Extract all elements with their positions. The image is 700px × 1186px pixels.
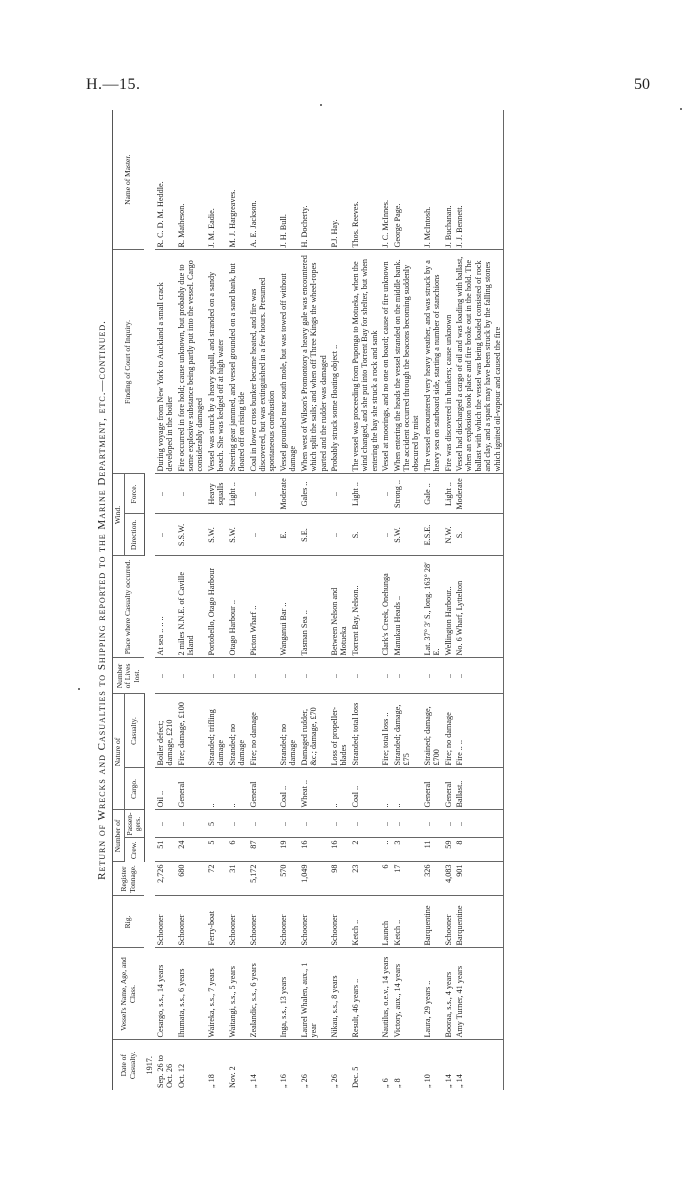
cell-rig: Schooner bbox=[227, 896, 248, 948]
cell-cargo: Coal .. bbox=[278, 768, 299, 810]
table-row bbox=[176, 110, 206, 1090]
cell-cargo: General bbox=[176, 768, 206, 810]
cell-force: .. bbox=[380, 474, 391, 514]
cell-lives-lost: .. bbox=[206, 658, 227, 694]
speck-mark bbox=[320, 104, 322, 106]
cell-passengers: .. bbox=[422, 810, 443, 838]
cell-casualty: Damaged rudder, &c.; damage, £70 bbox=[299, 694, 329, 768]
speck-mark bbox=[680, 108, 682, 110]
cell-place: At sea .. .. .. bbox=[155, 556, 176, 658]
cell-cargo: .. bbox=[392, 768, 422, 810]
cell-place: Picton Wharf .. bbox=[248, 556, 278, 658]
cell-place: Otago Harbour .. bbox=[227, 556, 248, 658]
cell-force: Gale .. bbox=[422, 474, 443, 514]
table-row bbox=[299, 110, 329, 1090]
cell-tonnage: 326 bbox=[422, 862, 443, 896]
cell-vessel: Nikau, s.s., 8 years bbox=[329, 948, 350, 1040]
col-header-crew: Crew. bbox=[124, 838, 144, 862]
cell-tonnage: 680 bbox=[176, 862, 206, 896]
table-body bbox=[144, 110, 503, 1090]
cell-direction: S.E. bbox=[299, 514, 329, 556]
cell-crew: 5 bbox=[206, 838, 227, 862]
cell-rig: Barquentine bbox=[422, 896, 443, 948]
cell-cargo: Ballast.. bbox=[454, 768, 504, 810]
cell-casualty: Stranded; damage, £75 bbox=[392, 694, 422, 768]
cell-place: Tasman Sea .. bbox=[299, 556, 329, 658]
page-number: 50 bbox=[634, 76, 650, 93]
cell-crew: 59 bbox=[443, 838, 454, 862]
cell-vessel: Waireka, s.s., 7 years bbox=[206, 948, 227, 1040]
cell-date: „ 14 bbox=[443, 1074, 453, 1088]
cell-direction: .. bbox=[248, 514, 278, 556]
cell-direction: E.S.E. bbox=[422, 514, 443, 556]
cell-lives-lost: .. bbox=[299, 658, 329, 694]
cell-cargo: Oil .. bbox=[155, 768, 176, 810]
cell-lives-lost: .. bbox=[248, 658, 278, 694]
cell-rig: Schooner bbox=[176, 896, 206, 948]
cell-force: Gales .. bbox=[299, 474, 329, 514]
cell-vessel: Zealandic, s.s., 6 years bbox=[248, 948, 278, 1040]
col-header-date: Date of Casualty. bbox=[113, 1040, 145, 1090]
col-header-rig: Rig. bbox=[113, 896, 145, 948]
cell-force: Light .. bbox=[443, 474, 454, 514]
cell-place: Manukau Heads .. bbox=[392, 556, 422, 658]
cell-place: 2 miles N.N.E. of Caville Island bbox=[176, 556, 206, 658]
page-identifier: H.—15. bbox=[86, 76, 141, 93]
cell-crew: 11 bbox=[422, 838, 443, 862]
cell-crew: 24 bbox=[176, 838, 206, 862]
cell-finding: Steering gear jammed, and vessel grounded on a sand bank, but floated off on rising tide bbox=[227, 250, 248, 474]
year-row bbox=[144, 110, 154, 1090]
table-row bbox=[454, 110, 504, 1090]
cell-vessel: Cesargo, s.s., 14 years bbox=[155, 948, 176, 1040]
cell-master: George Page. bbox=[392, 110, 422, 250]
table-row bbox=[329, 110, 350, 1090]
cell-force: Moderate bbox=[454, 474, 504, 514]
cell-crew: 51 bbox=[155, 838, 176, 862]
cell-place: No. 6 Wharf, Lyttelton bbox=[454, 556, 504, 658]
cell-direction: S.W. bbox=[392, 514, 422, 556]
cell-casualty: Stranded; no damage bbox=[227, 694, 248, 768]
cell-cargo: General bbox=[443, 768, 454, 810]
cell-tonnage: 98 bbox=[329, 862, 350, 896]
cell-date: „ 14 bbox=[454, 1040, 504, 1090]
cell-lives-lost: .. bbox=[155, 658, 176, 694]
col-header-direction: Direction. bbox=[124, 514, 144, 556]
cell-place: Lat. 37° 3′ S., long. 163° 28′ E. bbox=[422, 556, 443, 658]
cell-direction: E. bbox=[278, 514, 299, 556]
cell-passengers: .. bbox=[329, 810, 350, 838]
cell-finding: Vessel had discharged a cargo of oil and was loading with ballast, when an explosion took place and fire broke out in the hold. The ballast with which the vessel was being loaded consisted of rock and clay, and a spark may have been struck by the falling stones which ignited oil-vapour and caused the fire bbox=[454, 250, 504, 474]
cell-date: „ 8 bbox=[392, 1078, 402, 1088]
cell-crew: 8 bbox=[454, 838, 504, 862]
cell-crew: 16 bbox=[299, 838, 329, 862]
cell-vessel: Waitangi, s.s., 5 years bbox=[227, 948, 248, 1040]
cell-crew: .. bbox=[380, 838, 391, 862]
cell-vessel: Amy Turner, 41 years bbox=[454, 948, 504, 1040]
cell-cargo: General bbox=[422, 768, 443, 810]
cell-passengers: .. bbox=[227, 810, 248, 838]
cell-lives-lost: .. bbox=[380, 658, 391, 694]
cell-master: J. M. Eadie. bbox=[206, 110, 227, 250]
cell-lives-lost: .. bbox=[227, 658, 248, 694]
cell-finding: Vessel at moorings, and no one on board; cause of fire unknown bbox=[380, 250, 391, 474]
cell-direction: .. bbox=[380, 514, 391, 556]
table-row bbox=[422, 110, 443, 1090]
table-row bbox=[248, 110, 278, 1090]
cell-place: Clark's Creek, Onehunga bbox=[380, 556, 391, 658]
cell-place: Torrent Bay, Nelson.. bbox=[350, 556, 380, 658]
cell-passengers: 5 bbox=[206, 810, 227, 838]
cell-date: „ 16 bbox=[278, 1074, 288, 1088]
cell-force: Light .. bbox=[227, 474, 248, 514]
cell-direction: S.W. bbox=[227, 514, 248, 556]
cell-date: „ 18 bbox=[206, 1074, 216, 1088]
cell-date: „ 14 bbox=[248, 1074, 258, 1088]
col-header-passengers: Passen-gers. bbox=[124, 810, 144, 838]
cell-direction: N.W. bbox=[443, 514, 454, 556]
cell-crew: 2 bbox=[350, 838, 380, 862]
cell-finding: When entering the heads the vessel stranded on the middle bank. The accident occurred through the beacons becoming suddenly obscured by mist bbox=[392, 250, 422, 474]
cell-lives-lost: .. bbox=[329, 658, 350, 694]
cell-tonnage: 2,726 bbox=[155, 862, 176, 896]
cell-place: Between Nelson and Motueka bbox=[329, 556, 350, 658]
cell-passengers: .. bbox=[392, 810, 422, 838]
cell-force: .. bbox=[329, 474, 350, 514]
cell-direction: S.S.W. bbox=[176, 514, 206, 556]
group-header-nature-of: Nature of bbox=[113, 694, 125, 810]
cell-cargo: .. bbox=[227, 768, 248, 810]
cell-lives-lost: .. bbox=[454, 658, 504, 694]
cell-finding: When west of Wilson's Promontory a heavy gale was encountered which split the sails; and when off Three Kings the wheel-ropes parted and the rudder was damaged bbox=[299, 250, 329, 474]
cell-finding: During voyage from New York to Auckland a small crack developed in the boiler bbox=[155, 250, 176, 474]
col-header-force: Force. bbox=[124, 474, 144, 514]
cell-force: Strong .. bbox=[392, 474, 422, 514]
cell-place: Wanganui Bar .. bbox=[278, 556, 299, 658]
cell-casualty: Loss of propeller-blades bbox=[329, 694, 350, 768]
cell-vessel: Laura, 29 years .. bbox=[422, 948, 443, 1040]
cell-lives-lost: .. bbox=[350, 658, 380, 694]
cell-tonnage: 17 bbox=[392, 862, 422, 896]
cell-rig: Ketch .. bbox=[392, 896, 422, 948]
cell-date: Oct. 12 bbox=[176, 1063, 186, 1088]
cell-finding: The vessel encountered very heavy weather, and was struck by a heavy sea on starboard side, starting a number of stanchions bbox=[422, 250, 443, 474]
cell-rig: Ketch .. bbox=[350, 896, 380, 948]
cell-crew: 16 bbox=[329, 838, 350, 862]
cell-date: Dec. 5 bbox=[350, 1066, 360, 1088]
cell-crew: 19 bbox=[278, 838, 299, 862]
cell-lives-lost: .. bbox=[278, 658, 299, 694]
cell-date: Nov. 2 bbox=[227, 1066, 237, 1088]
cell-cargo: .. bbox=[380, 768, 391, 810]
cell-casualty: Fire; total loss .. bbox=[380, 694, 391, 768]
cell-direction: S. bbox=[350, 514, 380, 556]
cell-passengers: .. bbox=[350, 810, 380, 838]
cell-passengers: .. bbox=[443, 810, 454, 838]
cell-date: „ 6 bbox=[381, 1078, 391, 1088]
casualty-table bbox=[112, 110, 504, 1090]
cell-casualty: Stranded; no damage bbox=[278, 694, 299, 768]
cell-direction: .. bbox=[329, 514, 350, 556]
cell-force: Heavy squalls bbox=[206, 474, 227, 514]
cell-date: „ 26 bbox=[299, 1074, 309, 1088]
cell-casualty: Stranded; total loss bbox=[350, 694, 380, 768]
group-header-wind: Wind. bbox=[113, 474, 125, 556]
speck-mark bbox=[78, 688, 80, 690]
cell-master: H. Docherty. bbox=[299, 110, 329, 250]
cell-cargo: Coal .. bbox=[350, 768, 380, 810]
cell-tonnage: 1,049 bbox=[299, 862, 329, 896]
cell-passengers: .. bbox=[155, 810, 176, 838]
cell-master: R. C. D. M. Heddle. bbox=[155, 110, 176, 250]
cell-date: Sep. 26 to Oct. 26 bbox=[155, 1055, 175, 1088]
cell-vessel: Ihumata, s.s., 6 years bbox=[176, 948, 206, 1040]
cell-casualty: Stranded; trifling damage bbox=[206, 694, 227, 768]
cell-passengers: .. bbox=[380, 810, 391, 838]
col-header-finding: Finding of Court of Inquiry. bbox=[113, 250, 145, 474]
cell-tonnage: 72 bbox=[206, 862, 227, 896]
cell-force: .. bbox=[176, 474, 206, 514]
cell-direction: S.W. bbox=[206, 514, 227, 556]
col-header-tonnage: Register Tonnage. bbox=[113, 862, 145, 896]
cell-cargo: .. bbox=[329, 768, 350, 810]
col-header-vessel: Vessel's Name, Age, and Class. bbox=[113, 948, 145, 1040]
cell-casualty: Strained; damage, £700 bbox=[422, 694, 443, 768]
cell-passengers: .. bbox=[176, 810, 206, 838]
cell-force: .. bbox=[155, 474, 176, 514]
cell-finding: Probably struck some floating object .. bbox=[329, 250, 350, 474]
cell-force: Moderate bbox=[278, 474, 299, 514]
col-header-lives-lost: Number of Lives lost. bbox=[113, 658, 145, 694]
cell-master: A. E. Jackson. bbox=[248, 110, 278, 250]
table-row bbox=[155, 110, 176, 1090]
cell-master: P.J. Hay. bbox=[329, 110, 350, 250]
cell-rig: Schooner bbox=[155, 896, 176, 948]
cell-tonnage: 5,172 bbox=[248, 862, 278, 896]
table-row bbox=[206, 110, 227, 1090]
rotated-table-block bbox=[96, 110, 606, 1090]
cell-rig: Schooner bbox=[278, 896, 299, 948]
table-row bbox=[278, 110, 299, 1090]
cell-rig: Schooner bbox=[299, 896, 329, 948]
cell-master: Thos. Reeves. bbox=[350, 110, 380, 250]
cell-vessel: Victory, aux., 14 years bbox=[392, 948, 422, 1040]
cell-direction: S. bbox=[454, 514, 504, 556]
cell-cargo: Wheat .. bbox=[299, 768, 329, 810]
cell-rig: Schooner bbox=[329, 896, 350, 948]
cell-finding: The vessel was proceeding from Puponga to Motueka, when the wind changed, and she put into Torrent Bay for shelter, but when entering the bay she struck a rock and sank bbox=[350, 250, 380, 474]
cell-crew: 87 bbox=[248, 838, 278, 862]
cell-casualty: Boiler defect; damage, £210 bbox=[155, 694, 176, 768]
cell-date: „ 26 bbox=[329, 1074, 339, 1088]
table-row bbox=[392, 110, 422, 1090]
table-row bbox=[443, 110, 454, 1090]
cell-force: Light .. bbox=[350, 474, 380, 514]
cell-tonnage: 6 bbox=[380, 862, 391, 896]
col-header-master: Name of Master. bbox=[113, 110, 145, 250]
cell-master: J. H. Bull. bbox=[278, 110, 299, 250]
col-header-cargo: Cargo. bbox=[124, 768, 144, 810]
cell-vessel: Nautilus, o.e.v., 14 years bbox=[380, 948, 391, 1040]
cell-direction: .. bbox=[155, 514, 176, 556]
cell-crew: 3 bbox=[392, 838, 422, 862]
cell-finding: Fire was discovered in bunkers; cause unknown bbox=[443, 250, 454, 474]
cell-vessel: Laurel Whalen, aux., 1 year bbox=[299, 948, 329, 1040]
cell-date: „ 10 bbox=[422, 1074, 432, 1088]
cell-vessel: Booraa, s.s., 4 years bbox=[443, 948, 454, 1040]
cell-lives-lost: .. bbox=[392, 658, 422, 694]
cell-passengers: .. bbox=[248, 810, 278, 838]
cell-master: J. C. McInnes. bbox=[380, 110, 391, 250]
cell-casualty: Fire; no damage bbox=[443, 694, 454, 768]
cell-casualty: Fire; damage, £100 bbox=[176, 694, 206, 768]
cell-rig: Schooner bbox=[248, 896, 278, 948]
table-title: Return of Wrecks and Casualties to Shipping reported to the Marine Department, etc.—continued. bbox=[96, 320, 108, 880]
cell-passengers: .. bbox=[299, 810, 329, 838]
group-header-number-of: Number of bbox=[113, 810, 125, 862]
cell-rig: Barquentine bbox=[454, 896, 504, 948]
cell-place: Portobello, Otago Harbour bbox=[206, 556, 227, 658]
cell-master: J. McIntosh. bbox=[422, 110, 443, 250]
cell-rig: Ferry-boat bbox=[206, 896, 227, 948]
cell-lives-lost: .. bbox=[176, 658, 206, 694]
table-row bbox=[350, 110, 380, 1090]
cell-rig: Schooner bbox=[443, 896, 454, 948]
cell-casualty: Fire; no damage bbox=[248, 694, 278, 768]
cell-force: .. bbox=[248, 474, 278, 514]
table-row bbox=[380, 110, 391, 1090]
cell-passengers: .. bbox=[278, 810, 299, 838]
cell-tonnage: 31 bbox=[227, 862, 248, 896]
cell-finding: Coal in lower cross bunker became heated, and fire was discovered, but was extinguished in a few hours. Presumed spontaneous combustion bbox=[248, 250, 278, 474]
cell-finding: Vessel was struck by a heavy squall, and stranded on a sandy beach. She was kedged off at high water bbox=[206, 250, 227, 474]
cell-tonnage: 4,083 bbox=[443, 862, 454, 896]
cell-lives-lost: .. bbox=[422, 658, 443, 694]
cell-finding: Fire occurred in fore hold; cause unknown, but probably due to some explosive substance being partly put into the vessel. Cargo considerably damaged bbox=[176, 250, 206, 474]
col-header-casualty: Casualty. bbox=[124, 694, 144, 768]
cell-rig: Launch bbox=[380, 896, 391, 948]
cell-casualty: Fire .. .. bbox=[454, 694, 504, 768]
cell-passengers: .. bbox=[454, 810, 504, 838]
cell-tonnage: 23 bbox=[350, 862, 380, 896]
cell-master: J. J. Bennett. bbox=[454, 110, 504, 250]
table-row bbox=[227, 110, 248, 1090]
cell-cargo: General bbox=[248, 768, 278, 810]
cell-place: Wellington Harbour.. bbox=[443, 556, 454, 658]
cell-vessel: Inga, s.s., 13 years bbox=[278, 948, 299, 1040]
cell-master: J. Buchanan. bbox=[443, 110, 454, 250]
cell-tonnage: 901 bbox=[454, 862, 504, 896]
col-header-place: Place where Casualty occurred. bbox=[113, 556, 145, 658]
cell-tonnage: 570 bbox=[278, 862, 299, 896]
cell-master: R. Matheson. bbox=[176, 110, 206, 250]
cell-lives-lost: .. bbox=[443, 658, 454, 694]
cell-crew: 6 bbox=[227, 838, 248, 862]
cell-cargo: .. bbox=[206, 768, 227, 810]
cell-finding: Vessel grounded near south mole, but was towed off without damage bbox=[278, 250, 299, 474]
year-label: 1917. bbox=[145, 1056, 155, 1075]
cell-master: M. J. Hargreaves. bbox=[227, 110, 248, 250]
cell-vessel: Result, 46 years .. bbox=[350, 948, 380, 1040]
